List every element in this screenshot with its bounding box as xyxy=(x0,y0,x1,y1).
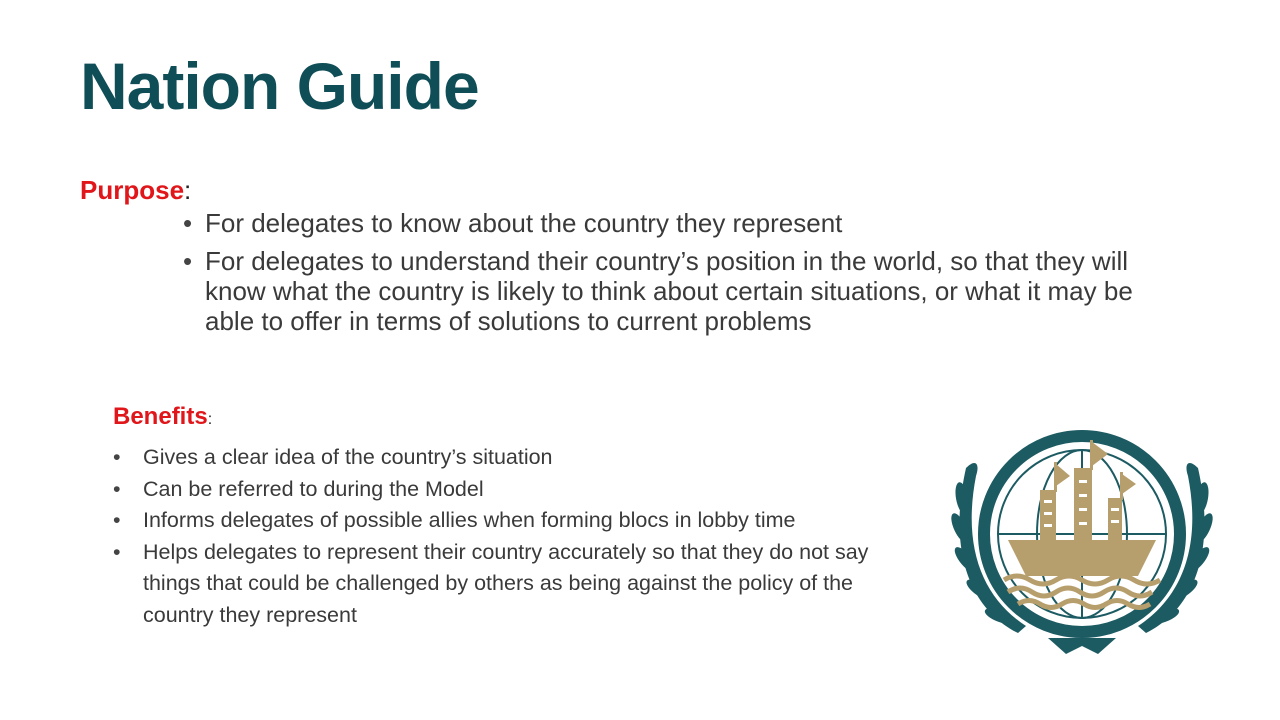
model-un-emblem-icon xyxy=(948,428,1216,658)
slide-title: Nation Guide xyxy=(80,49,479,123)
purpose-heading xyxy=(80,175,191,206)
benefits-item: • Can be referred to during the Model xyxy=(113,474,923,506)
purpose-item: • For delegates to know about the country they represent xyxy=(183,208,1168,238)
purpose-list xyxy=(183,208,1168,344)
benefits-heading xyxy=(113,403,212,431)
benefits-item: • Helps delegates to represent their country accurately so that they do not say things that could be challenged by others as being against the policy of the country they represent xyxy=(113,537,923,632)
benefits-colon: : xyxy=(207,411,213,428)
purpose-label: Purpose xyxy=(80,175,185,205)
benefits-label: Benefits xyxy=(113,403,208,430)
benefits-item: • Gives a clear idea of the country’s situation xyxy=(113,442,923,474)
purpose-item: • For delegates to understand their country’s position in the world, so that they will know what the country is likely to think about certain situations, or what it may be able to offer in terms of solutions to current problems xyxy=(183,246,1168,336)
purpose-colon: : xyxy=(184,175,192,205)
benefits-item: • Informs delegates of possible allies when forming blocs in lobby time xyxy=(113,505,923,537)
benefits-list xyxy=(113,442,923,631)
